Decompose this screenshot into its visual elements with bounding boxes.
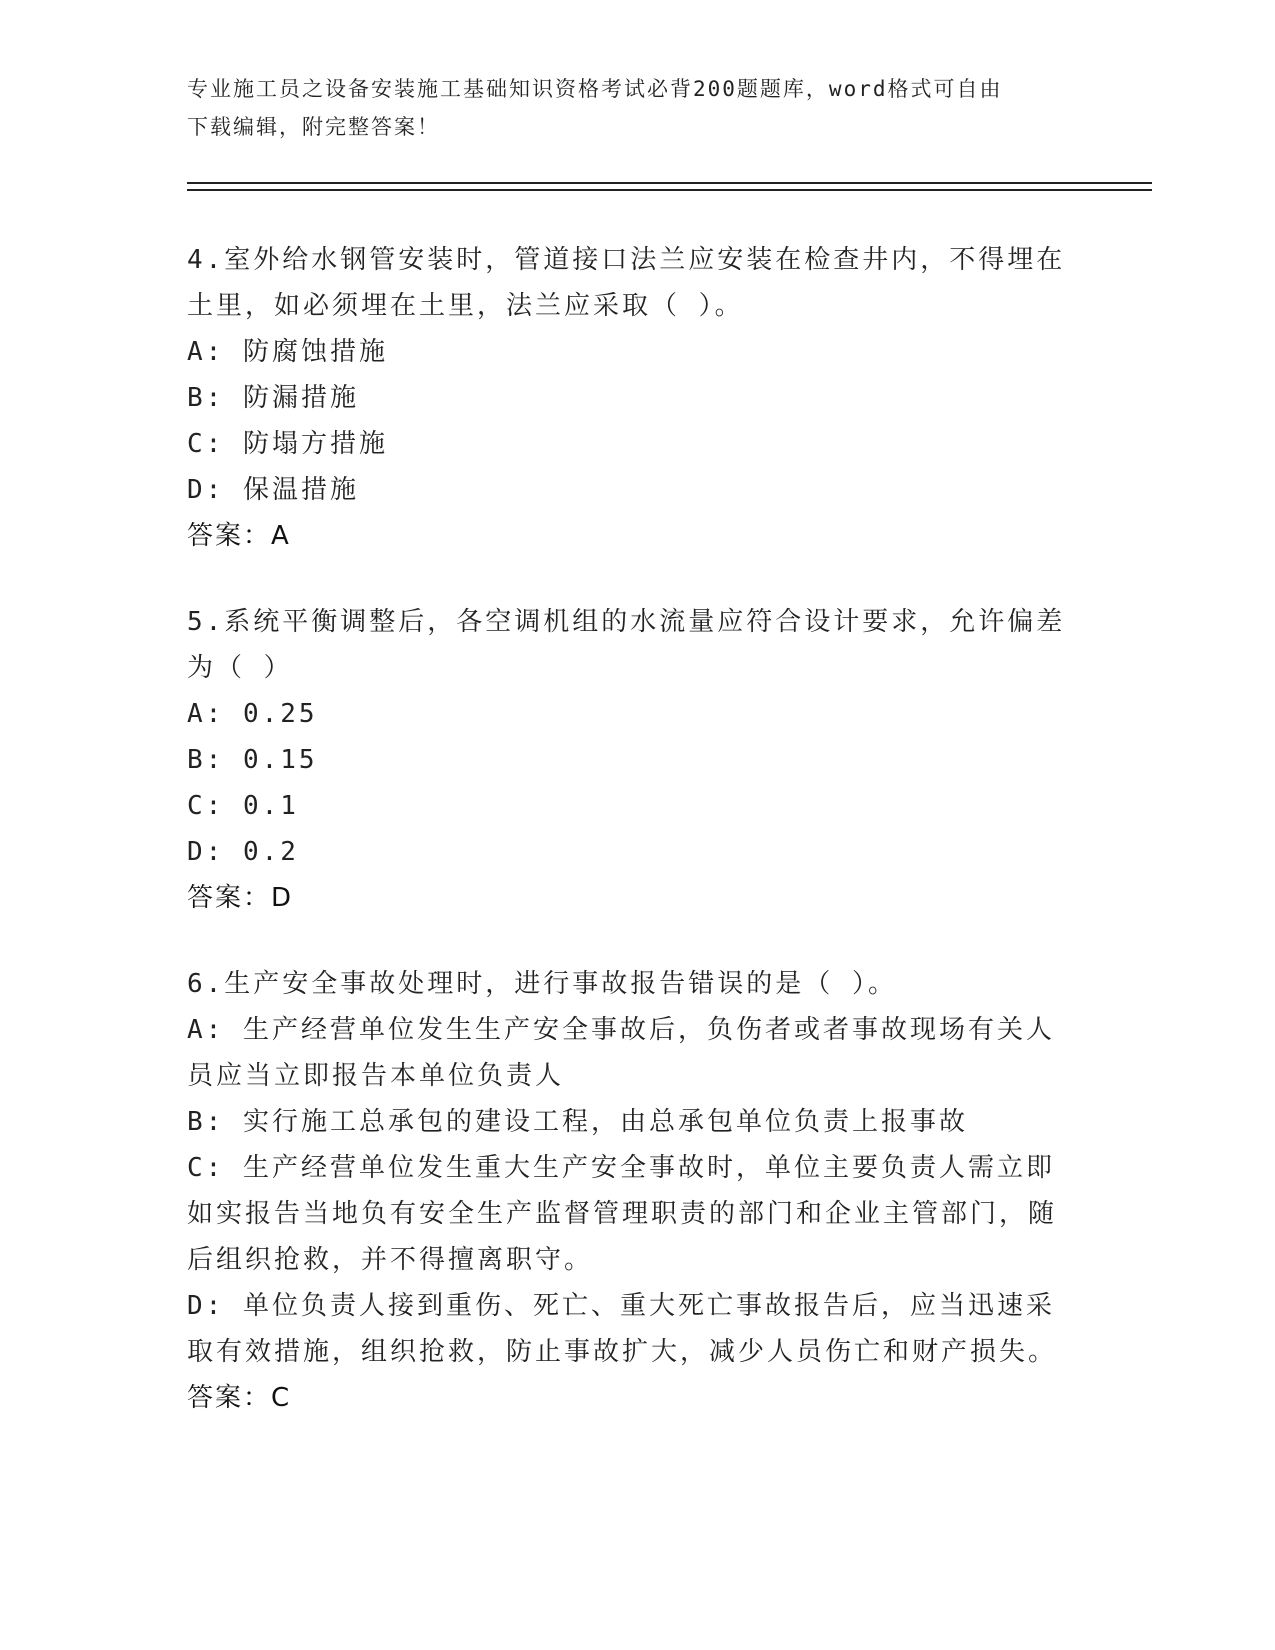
- question-text: 4.室外给水钢管安装时，管道接口法兰应安装在检查井内，不得埋在土里，如必须埋在土里，法兰应采取（ ）。: [187, 245, 1066, 321]
- option-c: C: 0.1: [187, 791, 299, 821]
- answer-text: 答案：D: [187, 883, 294, 913]
- document-header: [187, 70, 1067, 146]
- document-page: [187, 70, 1152, 1421]
- option-b: B: 防漏措施: [187, 383, 359, 413]
- option-d: D: 0.2: [187, 837, 299, 867]
- header-line-2: 下载编辑，附完整答案！: [187, 115, 440, 139]
- option-c: C: 生产经营单位发生重大生产安全事故时，单位主要负责人需立即如实报告当地负有安全生产监督管理职责的部门和企业主管部门，随后组织抢救，并不得擅离职守。: [187, 1153, 1058, 1275]
- option-b: B: 0.15: [187, 745, 318, 775]
- option-a: A: 0.25: [187, 699, 318, 729]
- question-block: [187, 961, 1152, 1421]
- option-c: C: 防塌方措施: [187, 429, 388, 459]
- question-text: 5.系统平衡调整后，各空调机组的水流量应符合设计要求，允许偏差为（ ）: [187, 607, 1066, 683]
- option-a: A: 生产经营单位发生生产安全事故后，负伤者或者事故现场有关人员应当立即报告本单位负责人: [187, 1015, 1055, 1091]
- question-block: [187, 237, 1152, 559]
- header-divider: [187, 182, 1152, 191]
- option-a: A: 防腐蚀措施: [187, 337, 388, 367]
- option-d: D: 保温措施: [187, 475, 359, 505]
- answer-text: 答案：A: [187, 521, 291, 551]
- question-text: 6.生产安全事故处理时，进行事故报告错误的是（ ）。: [187, 969, 897, 999]
- question-block: [187, 599, 1152, 921]
- option-b: B: 实行施工总承包的建设工程，由总承包单位负责上报事故: [187, 1107, 968, 1137]
- header-line-1: 专业施工员之设备安装施工基础知识资格考试必背200题题库，word格式可自由: [187, 77, 1003, 101]
- answer-text: 答案：C: [187, 1383, 292, 1413]
- option-d: D: 单位负责人接到重伤、死亡、重大死亡事故报告后，应当迅速采取有效措施，组织抢救，防止事故扩大，减少人员伤亡和财产损失。: [187, 1291, 1058, 1367]
